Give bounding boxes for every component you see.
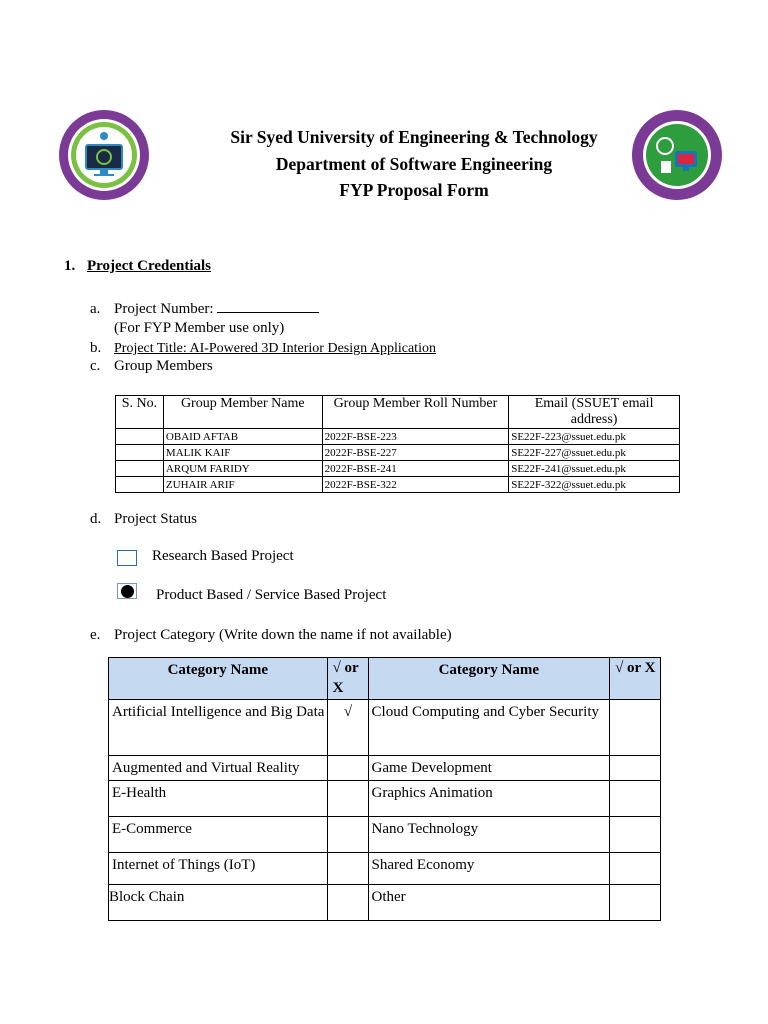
cell-roll: 2022F-BSE-223 (322, 429, 509, 445)
col-roll-number: Group Member Roll Number (322, 396, 509, 429)
cell-roll: 2022F-BSE-241 (322, 461, 509, 477)
mark-cell[interactable] (610, 781, 661, 817)
table-header-row (116, 396, 680, 429)
table-row (109, 756, 661, 781)
mark-cell[interactable] (327, 781, 368, 817)
table-row (109, 853, 661, 885)
research-option-label: Research Based Project (152, 548, 294, 564)
category-cell: E-Commerce (109, 817, 328, 853)
item-text: Project Category (Write down the name if not available) (114, 627, 452, 643)
item-label: a. (90, 301, 101, 317)
project-title: Project Title: AI-Powered 3D Interior Design Application (114, 341, 436, 356)
col-category-name: Category Name (109, 658, 328, 700)
project-category-table (108, 657, 661, 921)
item-project-category (90, 626, 452, 645)
cell-email: SE22F-322@ssuet.edu.pk (509, 477, 680, 493)
project-number-field[interactable] (217, 299, 319, 313)
col-mark: √ or X (327, 658, 368, 700)
mark-cell[interactable]: √ (327, 700, 368, 756)
mark-cell[interactable] (610, 853, 661, 885)
table-row (116, 461, 680, 477)
category-cell: Graphics Animation (368, 781, 610, 817)
mark-cell[interactable] (610, 885, 661, 921)
category-cell: Shared Economy (368, 853, 610, 885)
category-cell: Block Chain (109, 885, 328, 921)
product-option-label: Product Based / Service Based Project (156, 587, 387, 603)
cell-roll: 2022F-BSE-322 (322, 477, 509, 493)
category-cell: Game Development (368, 756, 610, 781)
cell-sno (116, 477, 164, 493)
research-checkbox[interactable] (117, 550, 137, 566)
table-header-row (109, 658, 661, 700)
cell-email: SE22F-241@ssuet.edu.pk (509, 461, 680, 477)
section-title: Project Credentials (87, 258, 211, 274)
department-logo (58, 109, 150, 201)
table-row (116, 477, 680, 493)
cell-sno (116, 429, 164, 445)
category-cell: Artificial Intelligence and Big Data (109, 700, 328, 756)
category-cell: E-Health (109, 781, 328, 817)
table-row (109, 817, 661, 853)
checked-dot (121, 585, 134, 598)
cell-email: SE22F-227@ssuet.edu.pk (509, 445, 680, 461)
form-header (150, 124, 678, 204)
table-row (109, 781, 661, 817)
item-project-title (90, 339, 436, 358)
mark-cell[interactable] (327, 817, 368, 853)
section-project-credentials (64, 258, 211, 275)
department-name: Department of Software Engineering (275, 153, 553, 174)
col-member-name: Group Member Name (163, 396, 322, 429)
cell-email: SE22F-223@ssuet.edu.pk (509, 429, 680, 445)
cell-sno (116, 461, 164, 477)
table-row (109, 700, 661, 756)
category-cell: Internet of Things (IoT) (109, 853, 328, 885)
item-label: c. (90, 358, 101, 374)
item-project-status (90, 510, 197, 529)
product-checkbox[interactable] (117, 583, 137, 599)
item-project-number (90, 299, 319, 319)
col-email: Email (SSUET email address) (509, 396, 680, 429)
cell-name: MALIK KAIF (163, 445, 322, 461)
cell-roll: 2022F-BSE-227 (322, 445, 509, 461)
col-sno: S. No. (116, 396, 164, 429)
section-number: 1. (64, 258, 76, 274)
cell-name: ARQUM FARIDY (163, 461, 322, 477)
col-category-name: Category Name (368, 658, 610, 700)
university-name: Sir Syed University of Engineering & Technology (230, 127, 598, 147)
item-label: d. (90, 511, 102, 527)
item-label: e. (90, 627, 101, 643)
item-text: Project Number: (114, 301, 214, 317)
mark-cell[interactable] (610, 817, 661, 853)
category-cell: Nano Technology (368, 817, 610, 853)
cell-sno (116, 445, 164, 461)
mark-cell[interactable] (610, 756, 661, 781)
cell-name: OBAID AFTAB (163, 429, 322, 445)
item-text: Project Status (114, 511, 197, 527)
category-cell: Cloud Computing and Cyber Security (368, 700, 610, 756)
item-group-members (90, 357, 213, 376)
item-text: Group Members (114, 358, 213, 374)
mark-cell[interactable] (610, 700, 661, 756)
mark-cell[interactable] (327, 885, 368, 921)
group-members-table (115, 395, 680, 493)
table-row (109, 885, 661, 921)
table-row (116, 445, 680, 461)
table-row (116, 429, 680, 445)
category-cell: Augmented and Virtual Reality (109, 756, 328, 781)
col-mark: √ or X (610, 658, 661, 700)
category-cell: Other (368, 885, 610, 921)
form-title: FYP Proposal Form (339, 180, 489, 200)
mark-cell[interactable] (327, 756, 368, 781)
item-label: b. (90, 340, 102, 356)
cell-name: ZUHAIR ARIF (163, 477, 322, 493)
mark-cell[interactable] (327, 853, 368, 885)
project-number-note: (For FYP Member use only) (114, 320, 285, 336)
